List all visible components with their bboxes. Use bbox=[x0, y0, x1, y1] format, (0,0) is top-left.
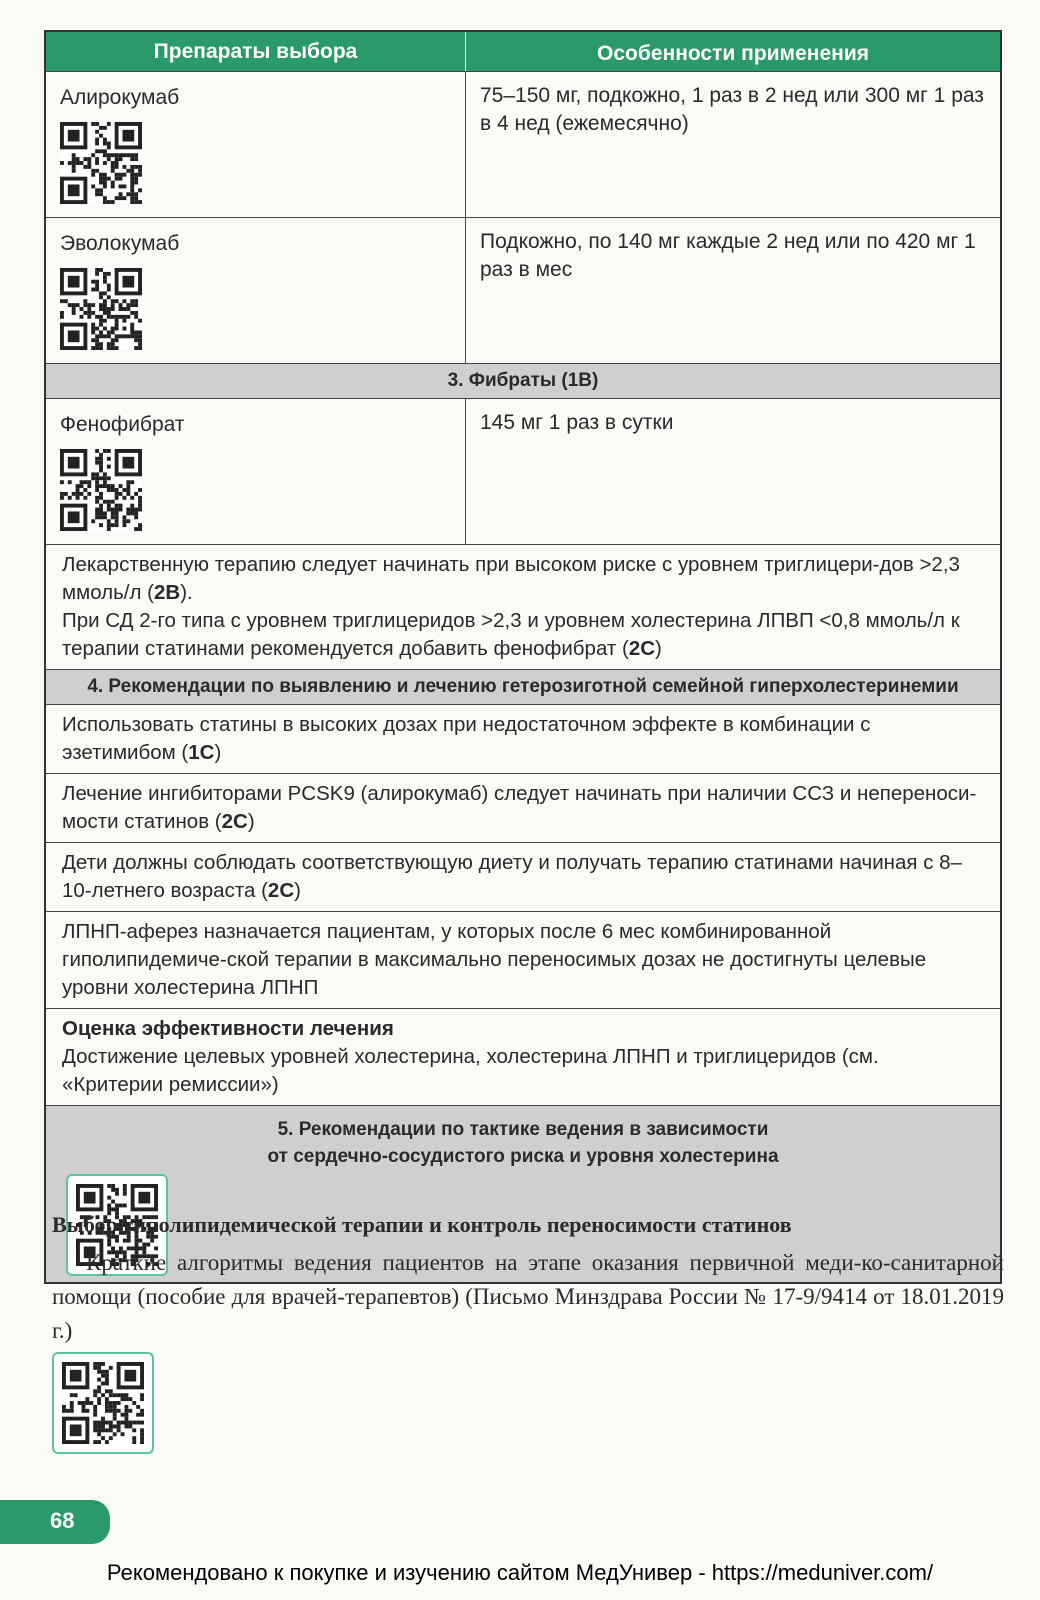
drug-name: Алирокумаб bbox=[60, 86, 180, 109]
efficacy-text: Достижение целевых уровней холестерина, холестерина ЛПНП и триглицеридов (см. «Критерии ремиссии») bbox=[62, 1045, 879, 1096]
section-4-title: 4. Рекомендации по выявлению и лечению гетерозиготной семейной гиперхолестеринемии bbox=[46, 670, 1000, 705]
qr-code-icon[interactable] bbox=[60, 268, 142, 350]
evidence-level: 1С bbox=[188, 741, 215, 764]
efficacy-block bbox=[46, 1009, 1000, 1105]
header-drugs: Препараты выбора bbox=[46, 32, 466, 71]
table-row bbox=[46, 545, 1000, 670]
table-row bbox=[46, 399, 1000, 545]
recommendation: Использовать статины в высоких дозах при недостаточном эффекте в комбинации с эзетимибом (1С) bbox=[62, 713, 871, 764]
section-5-title: 5. Рекомендации по тактике ведения в зависимости от сердечно-сосудистого риска и уровня холестерина bbox=[267, 1119, 779, 1167]
evidence-level: 2В bbox=[153, 581, 181, 604]
evidence-level: 2С bbox=[221, 810, 248, 833]
table-row bbox=[46, 843, 1000, 912]
table-header bbox=[46, 32, 1000, 72]
evidence-level: 2С bbox=[628, 637, 656, 660]
drug-usage: Подкожно, по 140 мг каждые 2 нед или по 420 мг 1 раз в мес bbox=[480, 230, 976, 281]
table-row bbox=[46, 218, 1000, 364]
qr-code-icon[interactable] bbox=[62, 1362, 144, 1444]
drug-name: Эволокумаб bbox=[60, 232, 180, 255]
efficacy-heading: Оценка эффективности лечения bbox=[62, 1017, 394, 1040]
footer-link[interactable]: Рекомендовано к покупке и изучению сайтом МедУнивер - https://meduniver.com/ bbox=[106, 1560, 934, 1585]
drug-usage: 75–150 мг, подкожно, 1 раз в 2 нед или 300 мг 1 раз в 4 нед (ежемесячно) bbox=[480, 84, 984, 135]
qr-code-icon[interactable] bbox=[60, 122, 142, 204]
recommendation: Лечение ингибиторами PCSK9 (алирокумаб) следует начинать при наличии ССЗ и непереноси-мости статинов (2С) bbox=[62, 782, 977, 833]
table-row bbox=[46, 912, 1000, 1009]
table-row bbox=[46, 72, 1000, 218]
recommendations-table bbox=[44, 30, 1002, 1284]
table-row bbox=[46, 774, 1000, 843]
evidence-level: 2С bbox=[267, 879, 295, 902]
fibrate-note: Лекарственную терапию следует начинать при высоком риске с уровнем триглицери-дов >2,3 ммоль/л (2В). При СД 2-го типа с уровнем триглицеридов >2,3 и уровнем холестерина ЛПВП <0,8 ммоль/л к терапии статинами рекомендуется добавить фенофибрат (2С) bbox=[62, 553, 960, 660]
reference-text: Краткие алгоритмы ведения пациентов на этапе оказания первичной меди-ко-санитарной помощи (пособие для врачей-терапевтов) (Письмо Минздрава России № 17-9/9414 от 18.01.2019 г.) bbox=[52, 1250, 1004, 1343]
drug-usage: 145 мг 1 раз в сутки bbox=[480, 411, 674, 434]
recommendation: Дети должны соблюдать соответствующую диету и получать терапию статинами начиная с 8–10-летнего возраста (2С) bbox=[62, 851, 962, 902]
recommendation: ЛПНП-аферез назначается пациентам, у которых после 6 мес комбинированной гиполипидемиче-ской терапии в максимально переносимых дозах не достигнуты целевые уровни холестерина ЛПНП bbox=[62, 920, 927, 999]
qr-code-icon[interactable] bbox=[60, 449, 142, 531]
drug-name: Фенофибрат bbox=[60, 413, 185, 436]
qr-frame bbox=[52, 1352, 154, 1454]
table-row bbox=[46, 1009, 1000, 1106]
section-heading: Выбор гиполипидемической терапии и контроль переносимости статинов bbox=[52, 1212, 792, 1237]
table-row bbox=[46, 705, 1000, 774]
page-number: 68 bbox=[0, 1500, 110, 1544]
section-3-title: 3. Фибраты (1В) bbox=[46, 364, 1000, 399]
header-usage: Особенности применения bbox=[597, 42, 869, 65]
